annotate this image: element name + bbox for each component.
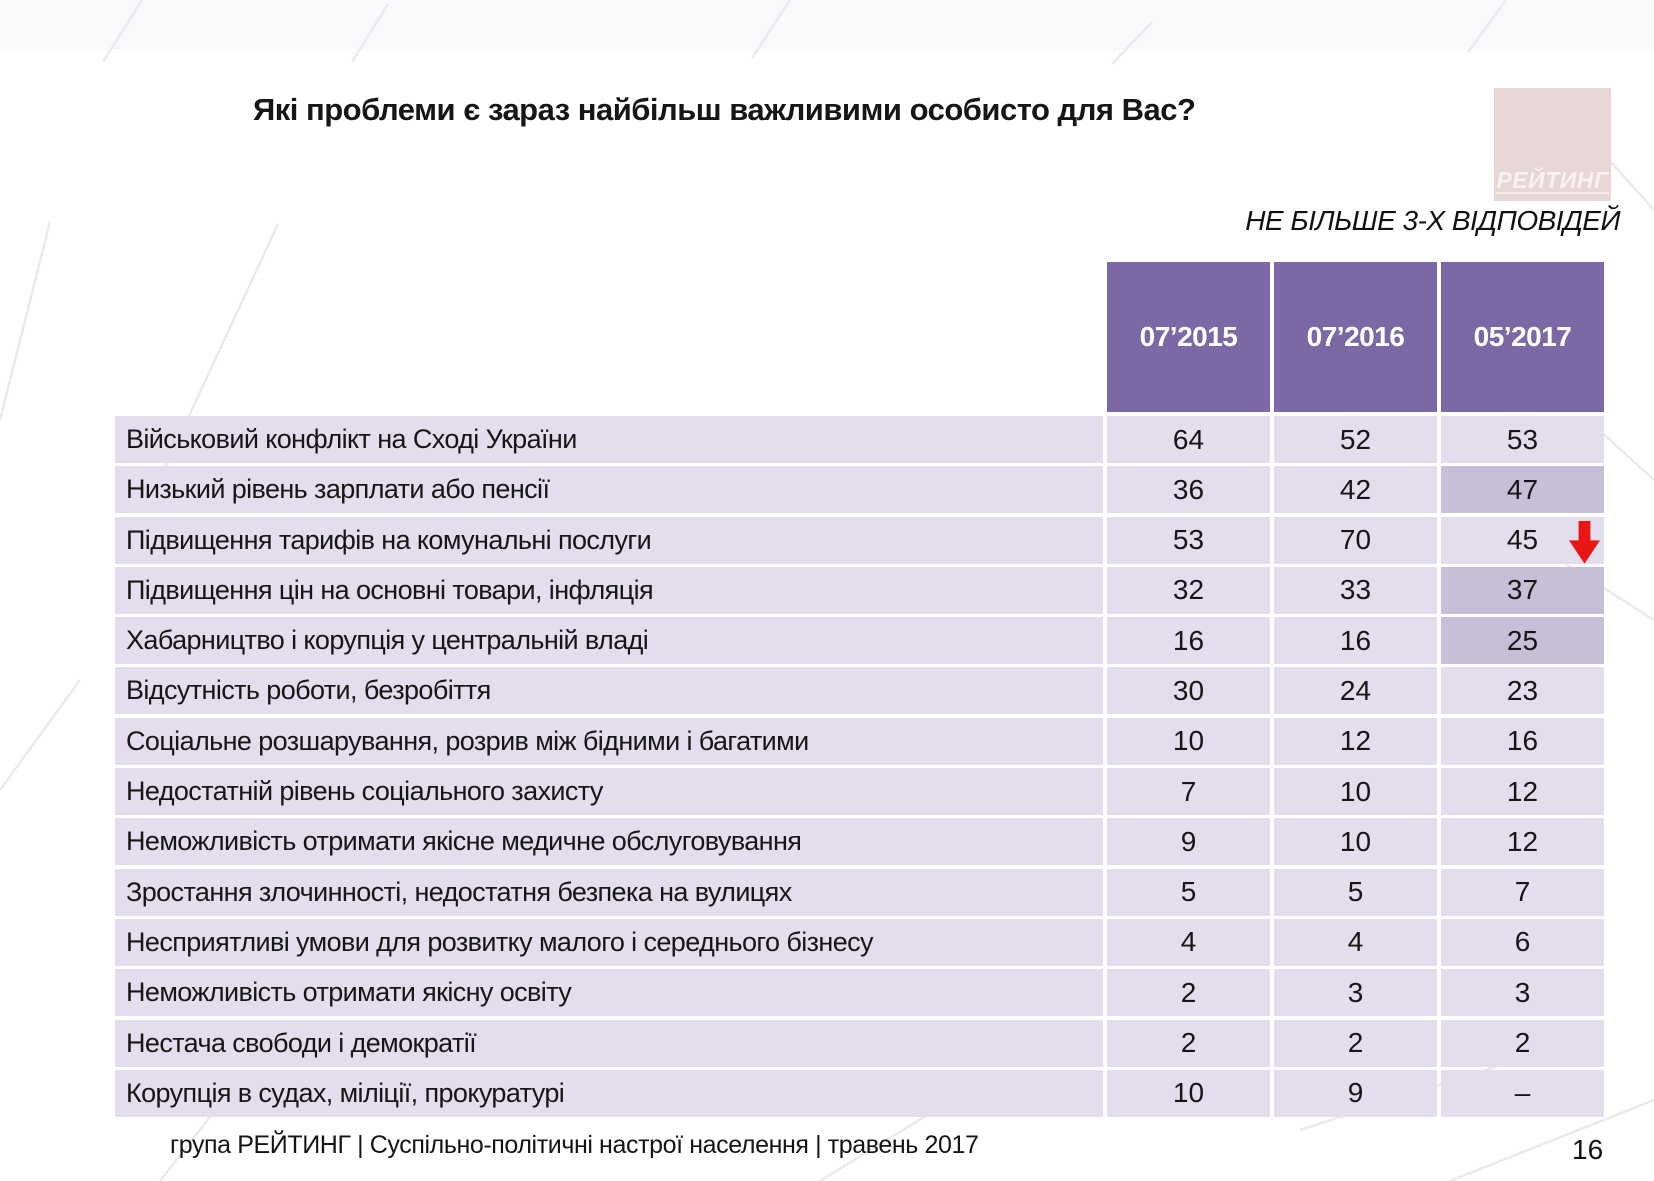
value-text: 2	[1514, 1027, 1531, 1059]
value-text: 3	[1514, 976, 1531, 1008]
row-label: Підвищення тарифів на комунальні послуги	[115, 517, 1103, 564]
row-label: Хабарництво і корупція у центральній владі	[115, 617, 1103, 664]
value-text: 4	[1180, 926, 1197, 958]
value-cell	[1441, 869, 1604, 916]
value-cell	[1107, 969, 1270, 1016]
row-label: Зростання злочинності, недостатня безпека на вулицях	[115, 869, 1103, 916]
value-cell	[1107, 818, 1270, 865]
value-cell	[1441, 969, 1604, 1016]
value-text: 9	[1347, 1077, 1364, 1109]
value-text: 2	[1180, 1027, 1197, 1059]
value-text: 53	[1506, 423, 1539, 455]
table-row	[115, 869, 1604, 916]
table-row	[115, 1070, 1604, 1117]
value-text: 10	[1339, 775, 1372, 807]
value-cell	[1441, 1020, 1604, 1067]
value-text: 42	[1339, 473, 1372, 505]
value-cell	[1107, 768, 1270, 815]
table-header	[1107, 262, 1604, 412]
value-cell	[1441, 718, 1604, 765]
value-text: 52	[1339, 423, 1372, 455]
column-header-2015: 07’2015	[1107, 262, 1270, 412]
table-row	[115, 1020, 1604, 1067]
value-cell	[1107, 1070, 1270, 1117]
row-label: Відсутність роботи, безробіття	[115, 667, 1103, 714]
row-label: Неможливість отримати якісну освіту	[115, 969, 1103, 1016]
table-row	[115, 768, 1604, 815]
value-cell	[1274, 517, 1437, 564]
rating-logo-text: РЕЙТИНГ	[1496, 166, 1609, 193]
value-text: 16	[1339, 624, 1372, 656]
value-cell	[1107, 919, 1270, 966]
value-text: 70	[1339, 524, 1372, 556]
value-cell	[1441, 667, 1604, 714]
value-cell	[1274, 919, 1437, 966]
value-cell	[1441, 617, 1604, 664]
table-row	[115, 718, 1604, 765]
value-text: 16	[1172, 624, 1205, 656]
value-text: 64	[1172, 423, 1205, 455]
value-cell	[1441, 567, 1604, 614]
value-cell	[1274, 416, 1437, 463]
value-text: 2	[1180, 976, 1197, 1008]
value-text: 12	[1506, 825, 1539, 857]
value-cell	[1274, 718, 1437, 765]
value-cell	[1441, 818, 1604, 865]
value-cell	[1107, 667, 1270, 714]
value-cell	[1274, 768, 1437, 815]
table-row	[115, 416, 1604, 463]
value-text: 37	[1506, 574, 1539, 606]
value-cell	[1107, 718, 1270, 765]
value-text: 23	[1506, 674, 1539, 706]
table-row	[115, 466, 1604, 513]
row-label: Корупція в судах, міліції, прокуратурі	[115, 1070, 1103, 1117]
value-cell	[1441, 466, 1604, 513]
value-text: 12	[1506, 775, 1539, 807]
value-text: 10	[1172, 1077, 1205, 1109]
value-text: 36	[1172, 473, 1205, 505]
value-text: 25	[1506, 624, 1539, 656]
row-label: Підвищення цін на основні товари, інфляція	[115, 567, 1103, 614]
value-cell	[1274, 567, 1437, 614]
value-text: 33	[1339, 574, 1372, 606]
page-title: Які проблеми є зараз найбільш важливими особисто для Вас?	[253, 92, 1196, 127]
value-cell	[1274, 1020, 1437, 1067]
row-label: Соціальне розшарування, розрив між бідними і багатими	[115, 718, 1103, 765]
row-label: Несприятливі умови для розвитку малого і середнього бізнесу	[115, 919, 1103, 966]
table-row	[115, 567, 1604, 614]
value-cell	[1274, 969, 1437, 1016]
table-row	[115, 919, 1604, 966]
value-text: 5	[1347, 876, 1364, 908]
value-cell	[1441, 768, 1604, 815]
row-label: Недостатній рівень соціального захисту	[115, 768, 1103, 815]
value-text: 32	[1172, 574, 1205, 606]
value-cell	[1274, 617, 1437, 664]
value-text: 7	[1514, 876, 1531, 908]
value-text: 12	[1339, 725, 1372, 757]
table-row	[115, 818, 1604, 865]
row-label: Військовий конфлікт на Сході України	[115, 416, 1103, 463]
table-row	[115, 617, 1604, 664]
value-text: –	[1514, 1077, 1531, 1109]
value-cell	[1107, 517, 1270, 564]
value-text: 10	[1172, 725, 1205, 757]
value-cell	[1274, 667, 1437, 714]
value-cell	[1274, 466, 1437, 513]
value-text: 10	[1339, 825, 1372, 857]
table-row	[115, 969, 1604, 1016]
column-header-2017: 05’2017	[1441, 262, 1604, 412]
value-cell	[1107, 869, 1270, 916]
value-cell	[1441, 416, 1604, 463]
value-cell	[1274, 818, 1437, 865]
value-cell	[1274, 869, 1437, 916]
value-cell	[1441, 517, 1604, 564]
value-cell	[1274, 1070, 1437, 1117]
value-cell	[1441, 1070, 1604, 1117]
value-text: 24	[1339, 674, 1372, 706]
row-label: Низький рівень зарплати або пенсії	[115, 466, 1103, 513]
value-cell	[1107, 567, 1270, 614]
answers-limit-note: НЕ БІЛЬШЕ 3-Х ВІДПОВІДЕЙ	[1245, 205, 1620, 236]
table-row	[115, 667, 1604, 714]
value-cell	[1107, 466, 1270, 513]
table-row	[115, 517, 1604, 564]
row-label: Нестача свободи і демократії	[115, 1020, 1103, 1067]
value-cell	[1441, 919, 1604, 966]
row-label: Неможливість отримати якісне медичне обслуговування	[115, 818, 1103, 865]
value-text: 47	[1506, 473, 1539, 505]
value-cell	[1107, 1020, 1270, 1067]
value-text: 45	[1506, 524, 1539, 556]
value-text: 5	[1180, 876, 1197, 908]
value-text: 4	[1347, 926, 1364, 958]
value-text: 7	[1180, 775, 1197, 807]
value-text: 30	[1172, 674, 1205, 706]
value-text: 2	[1347, 1027, 1364, 1059]
value-cell	[1107, 416, 1270, 463]
column-header-2016: 07’2016	[1274, 262, 1437, 412]
value-text: 3	[1347, 976, 1364, 1008]
decrease-arrow-icon	[1569, 521, 1600, 564]
value-text: 9	[1180, 825, 1197, 857]
value-text: 53	[1172, 524, 1205, 556]
table-body	[115, 416, 1604, 1120]
value-cell	[1107, 617, 1270, 664]
value-text: 16	[1506, 725, 1539, 757]
rating-logo	[1494, 88, 1611, 201]
page-number: 16	[1572, 1134, 1604, 1165]
footer-source-text: група РЕЙТИНГ | Суспільно-політичні настрої населення | травень 2017	[170, 1131, 979, 1159]
value-text: 6	[1514, 926, 1531, 958]
